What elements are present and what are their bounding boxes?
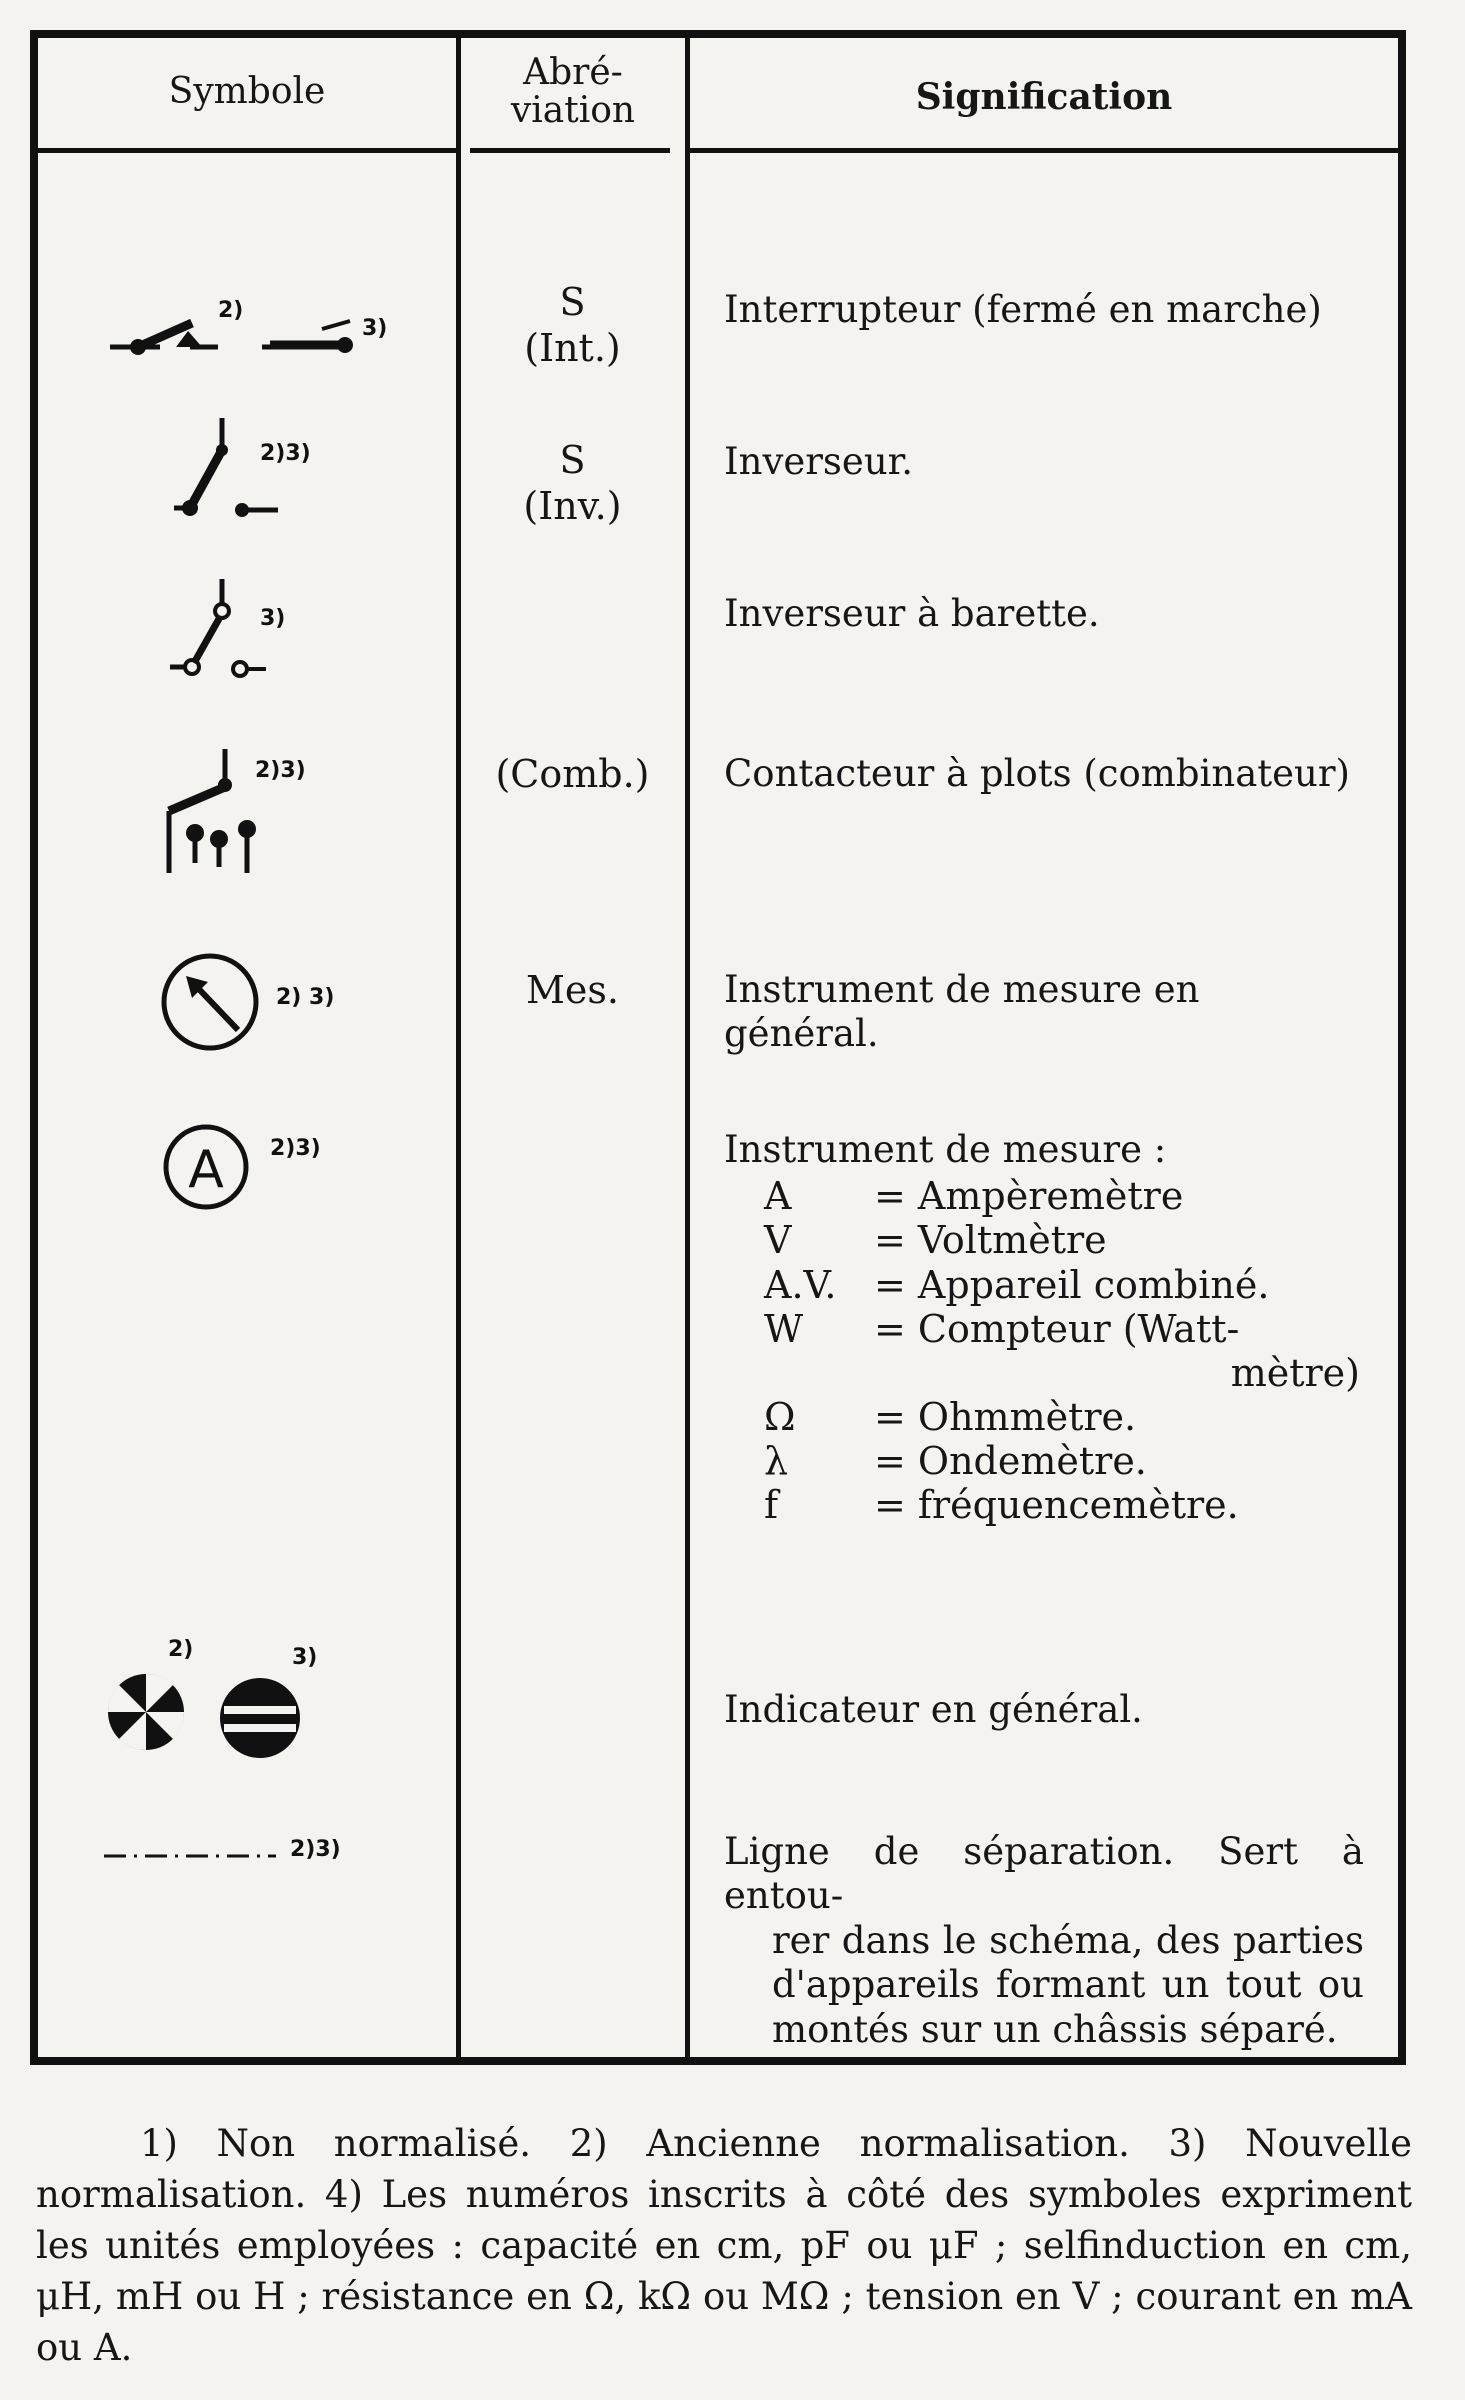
symbol-note: 2)3) (255, 758, 306, 783)
meaning-cell: Inverseur. (724, 440, 914, 483)
symbol-note: 2)3) (260, 441, 311, 466)
link-changeover-switch-icon (158, 575, 358, 685)
abbr-cell: S (Int.) (524, 280, 621, 370)
stud-switch-icon (155, 745, 355, 885)
header-symbol: Symbole (168, 71, 326, 113)
meaning-cell: Interrupteur (fermé en marche) (724, 288, 1322, 331)
list-item: A = Ampèremètre (764, 1174, 1184, 1219)
header-abbreviation: Abré- viation (510, 52, 636, 131)
meaning-cell: Instrument de mesure en général. (724, 968, 1200, 1056)
column-divider (456, 38, 461, 2057)
header-rule (38, 148, 456, 153)
symbol-note: 2)3) (290, 1837, 341, 1862)
list-item: A.V. = Appareil combiné. (764, 1262, 1270, 1307)
symbol-note: 3) (292, 1645, 318, 1670)
column-divider (685, 38, 690, 2057)
meter-list (764, 1174, 1364, 1527)
list-item: λ = Ondemètre. (764, 1438, 1147, 1483)
header-meaning: Signification (915, 76, 1173, 119)
ammeter-icon (160, 1115, 380, 1225)
abbr-cell: S (Inv.) (523, 438, 622, 528)
abbr-cell: Mes. (526, 968, 619, 1012)
list-item-continuation: mètre) (1230, 1350, 1360, 1395)
svg-text:A: A (188, 1140, 224, 1200)
symbol-note: 2) (168, 1637, 194, 1662)
list-item: V = Voltmètre (764, 1218, 1107, 1263)
meaning-cell: Ligne de séparation. Sert à entou- rer dans le schéma, des parties d'appareils formant un tout ou montés sur un châssis séparé. (724, 1830, 1364, 2051)
meaning-cell: Inverseur à barette. (724, 592, 1100, 635)
symbol-note: 2)3) (270, 1136, 321, 1161)
meter-icon (160, 950, 380, 1060)
changeover-switch-icon (160, 410, 360, 530)
list-item: f = fréquencemètre. (764, 1482, 1239, 1527)
separation-line-icon (100, 1826, 420, 1886)
symbol-note: 3) (362, 316, 388, 341)
list-item: Ω = Ohmmètre. (764, 1394, 1137, 1439)
symbol-note: 3) (260, 606, 286, 631)
list-item: W = Compteur (Watt- (764, 1306, 1240, 1351)
meaning-cell: Indicateur en général. (724, 1688, 1143, 1731)
meaning-cell: Contacteur à plots (combinateur) (724, 752, 1350, 795)
meaning-cell: Instrument de mesure : A = Ampèremètre V = Voltmètre A.V. = Appareil combiné. W = Compteur (Watt- mètre) Ω = Ohmmètre. λ = Ondemètre. f = fréquencemètre. (724, 1128, 1364, 1527)
symbol-note: 2) 3) (276, 985, 335, 1010)
switch-icon (100, 285, 430, 365)
header-rule (470, 148, 670, 153)
abbr-cell: (Comb.) (495, 752, 650, 796)
symbol-note: 2) (218, 298, 244, 323)
indicator-icon (100, 1630, 420, 1770)
footnote: 1) Non normalisé. 2) Ancienne normalisation. 3) Nouvelle normalisation. 4) Les numéros inscrits à côté des symboles expriment les unités employées : capacité en cm, pF ou μF ; selfinduction en cm, μH, mH ou H ; résistance en Ω, kΩ ou MΩ ; tension en V ; courant en mA ou A. (36, 2122, 1412, 2370)
